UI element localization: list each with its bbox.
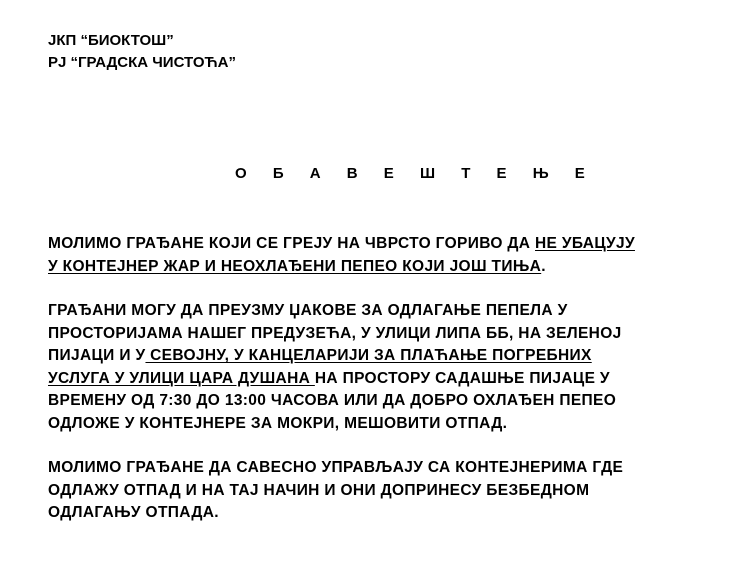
underlined-text: НЕ УБАЦУЈУ: [535, 235, 635, 252]
underlined-text: УСЛУГА У УЛИЦИ ЦАРА ДУШАНА: [48, 369, 315, 387]
paragraph-line: МОЛИМО ГРАЂАНЕ ДА САВЕСНО УПРАВЉАЈУ СА КОНТЕЈНЕРИМА ГДЕ: [48, 459, 624, 476]
paragraph-line: ОДЛАГАЊУ ОТПАДА.: [48, 504, 219, 521]
org-name-line: ЈКП “БИОКТОШ”: [48, 32, 174, 49]
paragraph-line: ВРЕМЕНУ ОД 7:30 ДО 13:00 ЧАСОВА ИЛИ ДА ДОБРО ОХЛАЂЕН ПЕПЕО: [48, 392, 617, 409]
paragraph-line: [48, 368, 728, 391]
text-span: .: [541, 257, 546, 275]
paragraph-line: ОДЛАЖУ ОТПАД И НА ТАЈ НАЧИН И ОНИ ДОПРИНЕСУ БЕЗБЕДНОМ: [48, 481, 590, 499]
paragraph-appeal: [48, 457, 728, 525]
paragraph-line: [48, 233, 728, 256]
underlined-text: СЕВОЈНУ, У КАНЦЕЛАРИЈИ ЗА ПЛАЋАЊЕ ПОГРЕБНИХ: [145, 347, 592, 364]
text-span: ПИЈАЦИ И У: [48, 347, 146, 364]
paragraph-warning: [48, 233, 728, 278]
notice-title: О Б А В Е Ш Т Е Њ Е: [235, 165, 596, 182]
organization-header: [48, 30, 236, 74]
paragraph-line: [48, 256, 728, 279]
paragraph-line: ОДЛОЖЕ У КОНТЕЈНЕРЕ ЗА МОКРИ, МЕШОВИТИ ОТПАД.: [48, 414, 508, 432]
paragraph-bags-info: [48, 300, 728, 435]
paragraph-line: ГРАЂАНИ МОГУ ДА ПРЕУЗМУ ЏАКОВЕ ЗА ОДЛАГАЊЕ ПЕПЕЛА У: [48, 302, 568, 319]
text-span: НА ПРОСТОРУ САДАШЊЕ ПИЈАЦЕ У: [314, 369, 610, 387]
text-span: МОЛИМО ГРАЂАНЕ КОЈИ СЕ ГРЕЈУ НА ЧВРСТО ГОРИВО ДА: [48, 235, 536, 252]
underlined-text: У КОНТЕЈНЕР ЖАР И НЕОХЛАЂЕНИ ПЕПЕО КОЈИ ЈОШ ТИЊА: [48, 257, 542, 275]
org-unit-line: РЈ “ГРАДСКА ЧИСТОЋА”: [48, 54, 236, 71]
paragraph-line: [48, 345, 728, 368]
paragraph-line: ПРОСТОРИЈАМА НАШЕГ ПРЕДУЗЕЋА, У УЛИЦИ ЛИПА ББ, НА ЗЕЛЕНОЈ: [48, 324, 622, 342]
